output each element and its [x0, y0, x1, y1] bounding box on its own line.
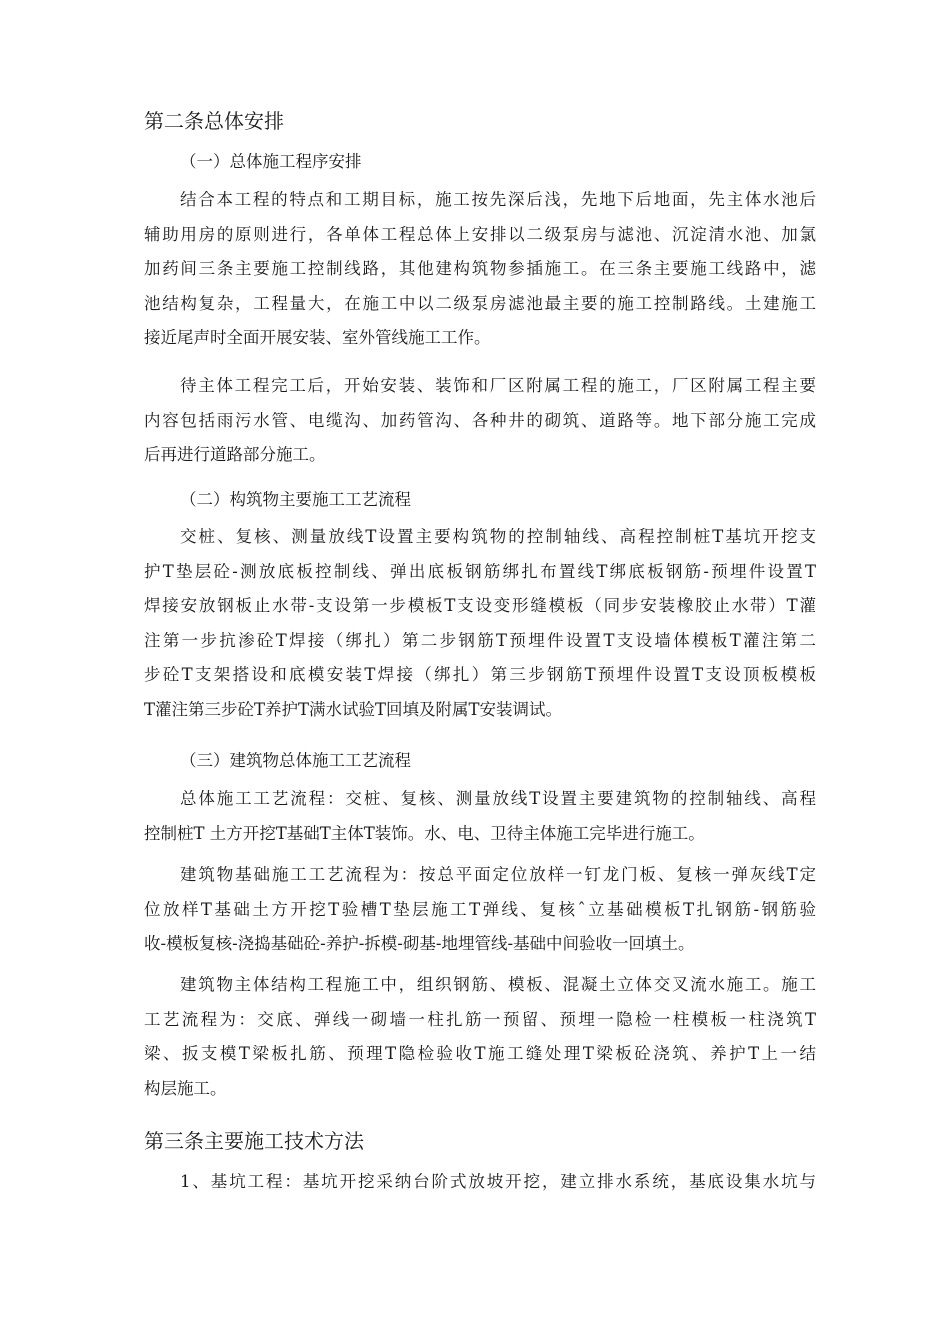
paragraph-line: 建筑物主体结构工程施工中，组织钢筋、模板、混凝土立体交叉流水施工。施工: [180, 975, 816, 994]
paragraph-line: 梁、扳支模T梁板扎筋、预理T隐检验收T施工缝处理T梁板砼浇筑、养护T上一结: [144, 1044, 816, 1063]
paragraph-2: [144, 369, 816, 473]
subsection-heading-2-3: （三）建筑物总体施工工艺流程: [180, 751, 411, 770]
paragraph-4: [144, 782, 816, 851]
paragraph-line: 接近尾声时全面开展安装、室外管线施工工作。: [144, 328, 491, 347]
paragraph-line: 1、基坑工程：基坑开挖采纳台阶式放坡开挖，建立排水系统，基底设集水坑与: [180, 1172, 816, 1191]
paragraph-line: 待主体工程完工后，开始安装、装饰和厂区附属工程的施工，厂区附属工程主要: [180, 376, 816, 395]
subsection-heading-2-1: （一）总体施工程序安排: [180, 152, 362, 171]
paragraph-line: 总体施工工艺流程：交桩、复核、测量放线T设置主要建筑物的控制轴线、高程: [180, 789, 816, 808]
paragraph-line: 位放样T基础土方开挖T验槽T垫层施工T弹线、复核ˆ立基础模板T扎钢筋-钢筋验: [144, 899, 816, 919]
paragraph-3: [144, 520, 816, 727]
paragraph-6: [144, 968, 816, 1106]
paragraph-line: 注第一步抗渗砼T焊接（绑扎）第二步钢筋T预埋件设置T支设墙体模板T灌注第二: [144, 630, 816, 650]
paragraph-line: 加药间三条主要施工控制线路，其他建构筑物参插施工。在三条主要施工线路中，滤: [144, 259, 816, 278]
paragraph-line: 收-模板复核-浇捣基础砼-养护-拆模-砌基-地埋管线-基础中间验收一回填土。: [144, 934, 695, 953]
paragraph-line: 建筑物基础施工工艺流程为：按总平面定位放样一钉龙门板、复核一弹灰线T定: [180, 865, 816, 884]
paragraph-line: 结合本工程的特点和工期目标，施工按先深后浅，先地下后地面，先主体水池后: [180, 190, 816, 209]
paragraph-7: [144, 1165, 816, 1200]
section-heading-2: 第二条总体安排: [144, 109, 284, 133]
paragraph-1: [144, 183, 816, 356]
paragraph-line: T灌注第三步砼T养护T满水试验T回填及附属T安装调试。: [144, 699, 563, 719]
paragraph-5: [144, 858, 816, 962]
paragraph-line: 步砼T支架搭设和底模安装T焊接（绑扎）第三步钢筋T预埋件设置T支设顶板模板: [144, 665, 816, 684]
paragraph-line: 构层施工。: [144, 1078, 227, 1098]
paragraph-line: 护T垫层砼-测放底板控制线、弹出底板钢筋绑扎布置线T绑底板钢筋-预埋件设置T: [144, 561, 816, 581]
section-heading-3: 第三条主要施工技术方法: [144, 1129, 364, 1153]
subsection-heading-2-2: （二）构筑物主要施工工艺流程: [180, 490, 411, 509]
paragraph-line: 辅助用房的原则进行，各单体工程总体上安排以二级泵房与滤池、沉淀清水池、加氯: [144, 224, 816, 244]
paragraph-line: 内容包括雨污水管、电缆沟、加药管沟、各种井的砌筑、道路等。地下部分施工完成: [144, 410, 816, 430]
paragraph-line: 工艺流程为：交底、弹线一砌墙一柱扎筋一预留、预埋一隐检一柱模板一柱浇筑T: [144, 1009, 816, 1029]
paragraph-line: 交桩、复核、测量放线T设置主要构筑物的控制轴线、高程控制桩T基坑开挖支: [180, 527, 816, 546]
paragraph-line: 后再进行道路部分施工。: [144, 445, 326, 464]
paragraph-line: 池结构复杂，工程量大，在施工中以二级泵房滤池最主要的施工控制路线。土建施工: [144, 293, 816, 313]
paragraph-line: 控制桩T 土方开挖T基础T主体T装饰。水、电、卫待主体施工完毕进行施工。: [144, 823, 705, 843]
paragraph-line: 焊接安放钢板止水带-支设第一步模板T支设变形缝模板（同步安装橡胶止水带）T灌: [144, 596, 816, 615]
